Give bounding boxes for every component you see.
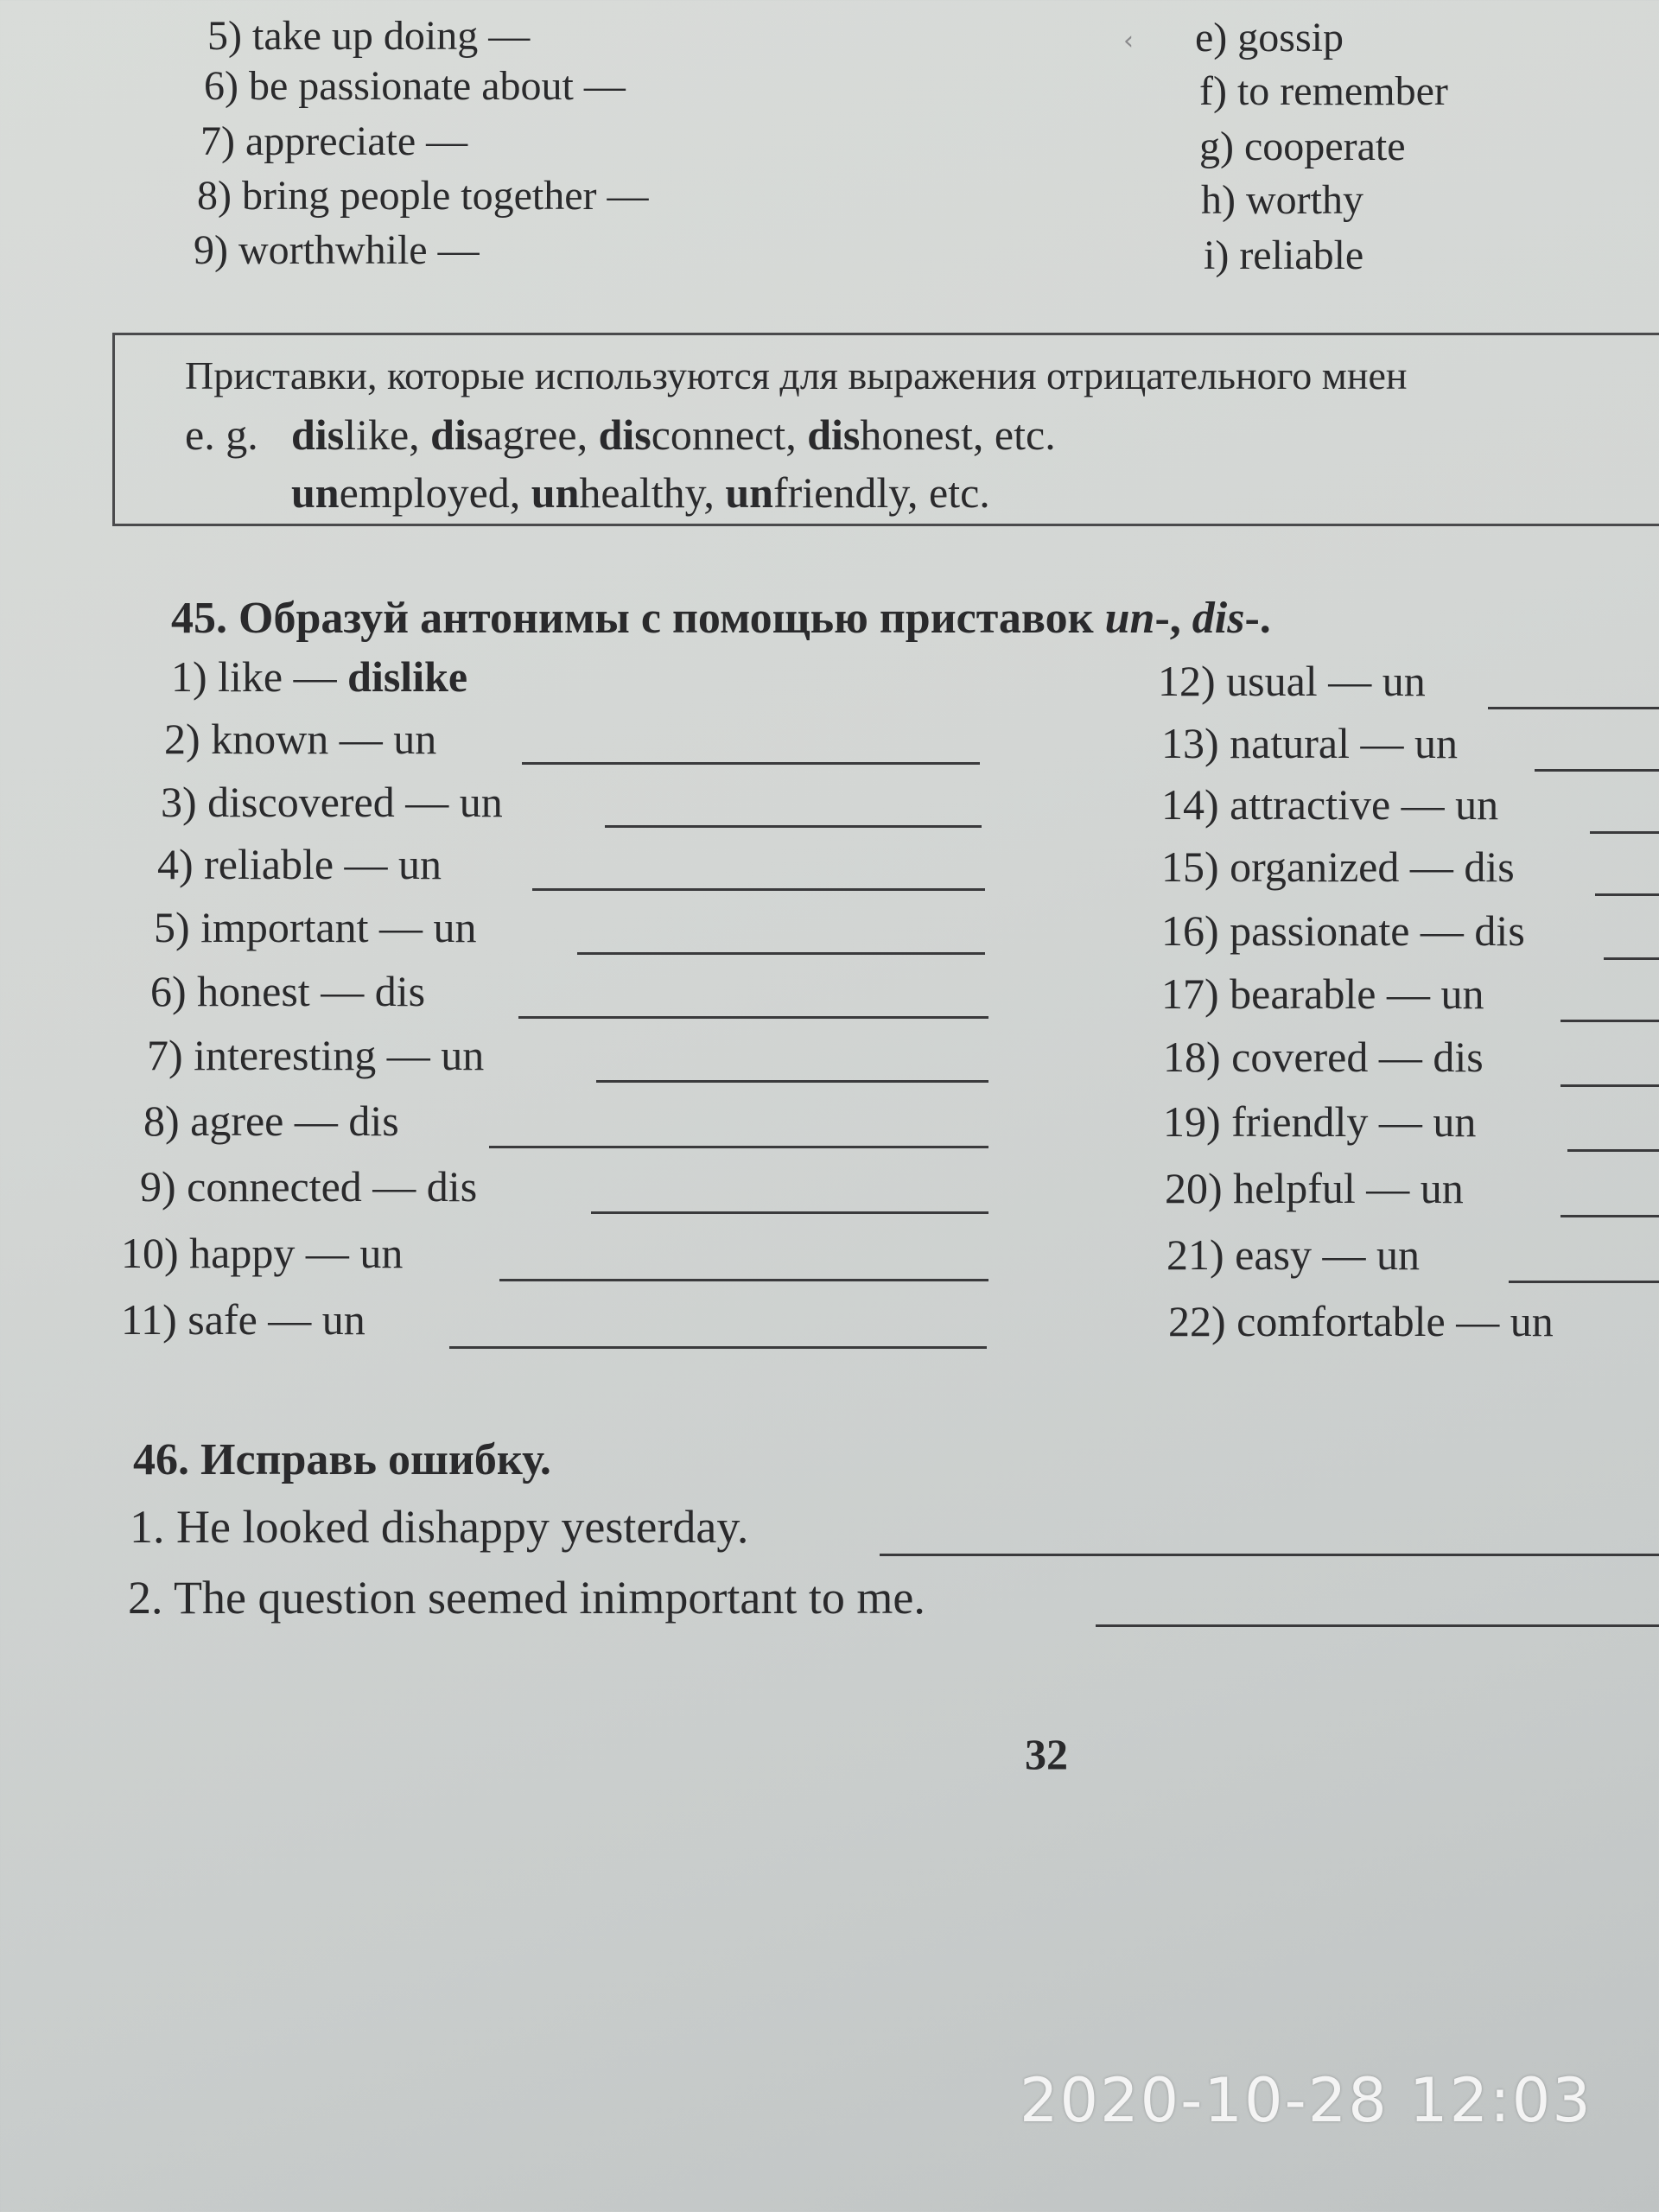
match-right-h: h) worthy	[1201, 177, 1363, 223]
answer-blank-9[interactable]	[591, 1211, 988, 1214]
answer-blank-8[interactable]	[489, 1146, 988, 1148]
ex45-item-2: 2) known — un	[164, 715, 437, 763]
ex45-item-5: 5) important — un	[154, 903, 477, 951]
ex45-item-18: 18) covered — dis	[1163, 1033, 1484, 1081]
answer-blank-6[interactable]	[518, 1016, 988, 1019]
rule-title: Приставки, которые используются для выражения отрицательного мнен	[185, 353, 1408, 397]
answer-blank-14[interactable]	[1590, 831, 1659, 834]
ex45-item-6: 6) honest — dis	[150, 967, 426, 1015]
answer-blank-3[interactable]	[605, 825, 982, 828]
answer-blank-21[interactable]	[1509, 1281, 1659, 1283]
rule-etc: etc.	[929, 468, 990, 517]
match-left-5: 5) take up doing —	[207, 13, 531, 59]
ex45-item-12: 12) usual — un	[1158, 657, 1426, 705]
ex46-heading: 46. Исправь ошибку.	[133, 1435, 551, 1484]
rule-word: unfriendly	[725, 468, 907, 517]
match-left-8: 8) bring people together —	[197, 173, 649, 219]
ex46-item-2: 2. The question seemed inimportant to me.	[128, 1572, 925, 1624]
ex45-item-3: 3) discovered — un	[161, 778, 503, 826]
answer-blank-11[interactable]	[449, 1346, 987, 1349]
ex45-item-19: 19) friendly — un	[1163, 1097, 1477, 1146]
ex45-item-21: 21) easy — un	[1166, 1230, 1420, 1279]
rule-word: unemployed	[291, 468, 510, 517]
answer-blank-7[interactable]	[596, 1080, 988, 1083]
ex46-answer-blank-1[interactable]	[880, 1554, 1659, 1556]
ex46-answer-blank-2[interactable]	[1096, 1624, 1659, 1627]
ex45-item-20: 20) helpful — un	[1165, 1164, 1464, 1212]
rule-line-1: dislike, disagree, disconnect, dishonest, etc.	[291, 410, 1056, 459]
answer-blank-16[interactable]	[1604, 957, 1659, 960]
ex45-item-8: 8) agree — dis	[143, 1096, 399, 1145]
pen-mark: ‹	[1123, 26, 1134, 56]
rule-word: dislike	[291, 410, 410, 459]
ex45-item-10: 10) happy — un	[121, 1229, 404, 1277]
match-right-e: e) gossip	[1195, 15, 1344, 60]
match-left-9: 9) worthwhile —	[194, 227, 480, 273]
answer-blank-12[interactable]	[1488, 707, 1659, 709]
answer-blank-20[interactable]	[1560, 1215, 1659, 1217]
ex45-heading: 45. Образуй антонимы с помощью приставок un-, dis-.	[171, 594, 1271, 643]
answer-blank-18[interactable]	[1560, 1084, 1659, 1087]
match-right-f: f) to remember	[1199, 68, 1448, 114]
match-right-i: i) reliable	[1204, 232, 1364, 278]
answer-blank-17[interactable]	[1560, 1020, 1659, 1022]
ex45-item-16: 16) passionate — dis	[1161, 906, 1525, 955]
ex45-item-22: 22) comfortable — un	[1168, 1297, 1554, 1345]
ex45-item-15: 15) organized — dis	[1161, 842, 1515, 891]
page-number: 32	[1025, 1730, 1068, 1778]
ex45-item-1: 1) like — dislike	[171, 652, 468, 701]
answer-blank-19[interactable]	[1567, 1149, 1659, 1152]
rule-eg: e. g.	[185, 410, 258, 459]
answer-blank-10[interactable]	[499, 1279, 988, 1281]
rule-word: dishonest	[807, 410, 973, 459]
ex45-item-14: 14) attractive — un	[1161, 780, 1499, 829]
answer-blank-4[interactable]	[532, 888, 985, 891]
rule-word: unhealthy	[531, 468, 704, 517]
ex45-item-13: 13) natural — un	[1161, 719, 1458, 767]
match-right-g: g) cooperate	[1199, 124, 1406, 169]
answer-blank-13[interactable]	[1535, 769, 1659, 772]
match-left-6: 6) be passionate about —	[204, 63, 626, 109]
ex45-item-17: 17) bearable — un	[1161, 969, 1484, 1018]
ex45-item-4: 4) reliable — un	[157, 840, 442, 888]
rule-etc: etc.	[994, 410, 1056, 459]
ex46-item-1: 1. He looked dishappy yesterday.	[130, 1501, 749, 1553]
answer-blank-2[interactable]	[522, 762, 980, 765]
rule-line-2: unemployed, unhealthy, unfriendly, etc.	[291, 468, 990, 517]
rule-word: disconnect	[598, 410, 786, 459]
ex45-item-11: 11) safe — un	[121, 1295, 365, 1344]
answer-blank-15[interactable]	[1595, 893, 1659, 896]
ex45-item-7: 7) interesting — un	[147, 1031, 485, 1079]
rule-word: disagree	[430, 410, 577, 459]
photo-timestamp: 2020-10-28 12:03	[1020, 2065, 1592, 2136]
ex45-item-9: 9) connected — dis	[140, 1162, 478, 1211]
match-left-7: 7) appreciate —	[200, 118, 468, 164]
answer-blank-5[interactable]	[577, 952, 985, 955]
